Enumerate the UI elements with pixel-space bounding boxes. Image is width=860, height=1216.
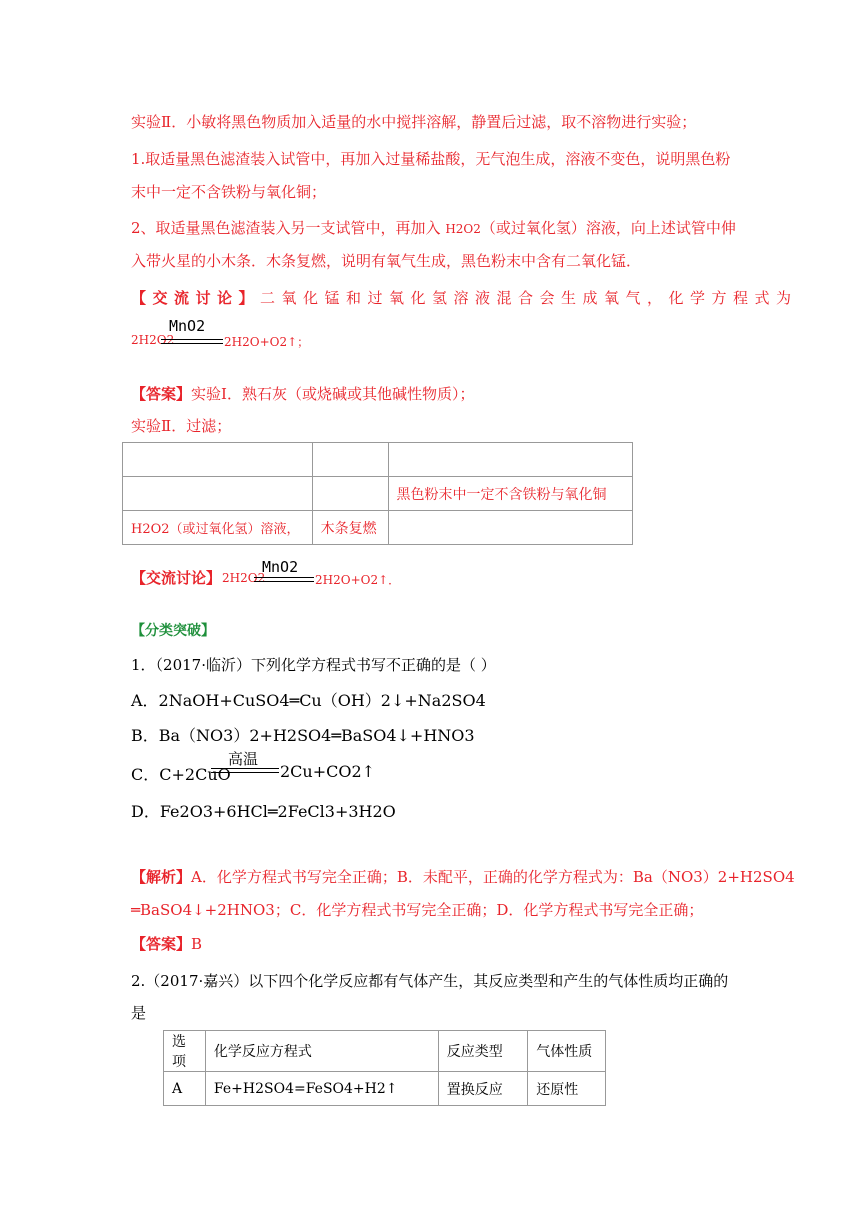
exp2-step2-text-a: 2、取适量黑色滤渣装入另一支试管中，再加入 (131, 219, 441, 237)
exp2-step2-line2: 入带火星的小木条．木条复燃，说明有氧气生成，黑色粉末中含有二氧化锰． (131, 252, 642, 270)
q2-header-cell: 反应类型 (438, 1031, 528, 1072)
answer-table-row (123, 443, 633, 477)
exp2-step1-line1: 1.取适量黑色滤渣装入试管中，再加入过量稀盐酸，无气泡生成，溶液不变色，说明黑色粉 (131, 150, 731, 168)
q2-cell: Fe+H2SO4=FeSO4+H2↑ (205, 1072, 438, 1106)
discussion-eq-catalyst: MnO2 (169, 317, 206, 335)
answer-table (122, 442, 633, 545)
answer-cell (312, 477, 388, 511)
q1-answer-line (131, 934, 202, 954)
exp2-title: 实验Ⅱ．小敏将黑色物质加入适量的水中搅拌溶解，静置后过滤，取不溶物进行实验； (131, 113, 697, 131)
answer-exp2: 实验Ⅱ．过滤； (131, 417, 232, 435)
discussion-line (131, 288, 798, 308)
answer-exp1-line (131, 384, 474, 404)
q1-option-c-sign (211, 768, 279, 773)
q1-answer-label: 【答案】 (131, 935, 192, 953)
q2-stem-line2: 是 (131, 1004, 147, 1022)
exp2-step1-line2: 末中一定不含铁粉与氧化铜； (131, 183, 327, 201)
answer-cell (388, 443, 632, 477)
section-title: 【分类突破】 (131, 623, 215, 639)
q2-cell: 置换反应 (438, 1072, 528, 1106)
answer-cell: 木条复燃 (312, 511, 388, 545)
q1-option-b: B．Ba（NO3）2+H2SO4═BaSO4↓+HNO3 (131, 726, 475, 745)
answer-cell: 黑色粉末中一定不含铁粉与氧化铜 (388, 477, 632, 511)
answer-cell: H2O2（或过氧化氢）溶液， (123, 511, 313, 545)
q1-analysis-label: 【解析】 (131, 868, 192, 886)
answer-label: 【答案】 (131, 385, 192, 403)
answer-cell (312, 443, 388, 477)
q2-table-header (164, 1031, 606, 1072)
answer-eq-lhs: 2H2O2 (222, 571, 266, 585)
answer-cell (388, 511, 632, 545)
q1-analysis-text1: A．化学方程式书写完全正确；B．未配平，正确的化学方程式为：Ba（NO3）2+H2SO4 (191, 868, 795, 886)
answer-cell (123, 477, 313, 511)
q1-option-c (131, 748, 411, 788)
discussion-eq-sign (161, 339, 223, 344)
q1-option-c-post: 2Cu+CO2↑ (280, 762, 376, 781)
answer-eq-catalyst: MnO2 (262, 558, 299, 576)
q2-header-cell: 气体性质 (528, 1031, 606, 1072)
q2-header-cell: 选项 (164, 1031, 206, 1072)
q1-option-c-cond: 高温 (228, 750, 259, 768)
q1-option-c-pre: C．C+2CuO (131, 765, 231, 784)
q2-header-cell: 化学反应方程式 (205, 1031, 438, 1072)
discussion-text: 二氧化锰和过氧化氢溶液混合会生成氧气，化学方程式为 (260, 289, 798, 307)
q2-cell: A (164, 1072, 206, 1106)
q1-option-d: D．Fe2O3+6HCl═2FeCl3+3H2O (131, 802, 396, 821)
answer-eq-sign (254, 577, 314, 582)
q2-stem-line1: 2.（2017·嘉兴）以下四个化学反应都有气体产生，其反应类型和产生的气体性质均正确的 (131, 972, 729, 990)
discussion-eq-lhs: 2H2O2 (131, 333, 175, 347)
exp2-step2-line1 (131, 218, 736, 239)
discussion-eq-rhs: 2H2O+O2↑； (224, 335, 310, 349)
answer-eq-rhs: 2H2O+O2↑． (315, 573, 401, 587)
exp2-step2-text-b: （或过氧化氢）溶液，向上述试管中伸 (480, 219, 736, 237)
q2-table (163, 1030, 606, 1106)
discussion-equation (131, 318, 331, 358)
q1-option-a: A．2NaOH+CuSO4═Cu（OH）2↓+Na2SO4 (131, 691, 486, 710)
q1-analysis-line2: ═BaSO4↓+2HNO3；C．化学方程式书写完全正确；D．化学方程式书写完全正确； (131, 901, 704, 919)
q1-stem: 1．（2017·临沂）下列化学方程式书写不正确的是（ ） (131, 656, 496, 674)
q2-table-row (164, 1072, 606, 1106)
answer-exp1: 实验Ⅰ．熟石灰（或烧碱或其他碱性物质）； (191, 385, 475, 403)
answer-table-row (123, 477, 633, 511)
answer-discussion (131, 560, 431, 596)
q1-analysis-line1 (131, 867, 795, 887)
answer-cell (123, 443, 313, 477)
answer-table-row (123, 511, 633, 545)
exp2-step2-h2o2: H2O2 (445, 222, 481, 236)
q2-cell: 还原性 (528, 1072, 606, 1106)
q1-answer-value: B (191, 935, 203, 953)
answer-discussion-label: 【交流讨论】 (131, 569, 222, 587)
discussion-label: 【交流讨论】 (131, 289, 261, 307)
